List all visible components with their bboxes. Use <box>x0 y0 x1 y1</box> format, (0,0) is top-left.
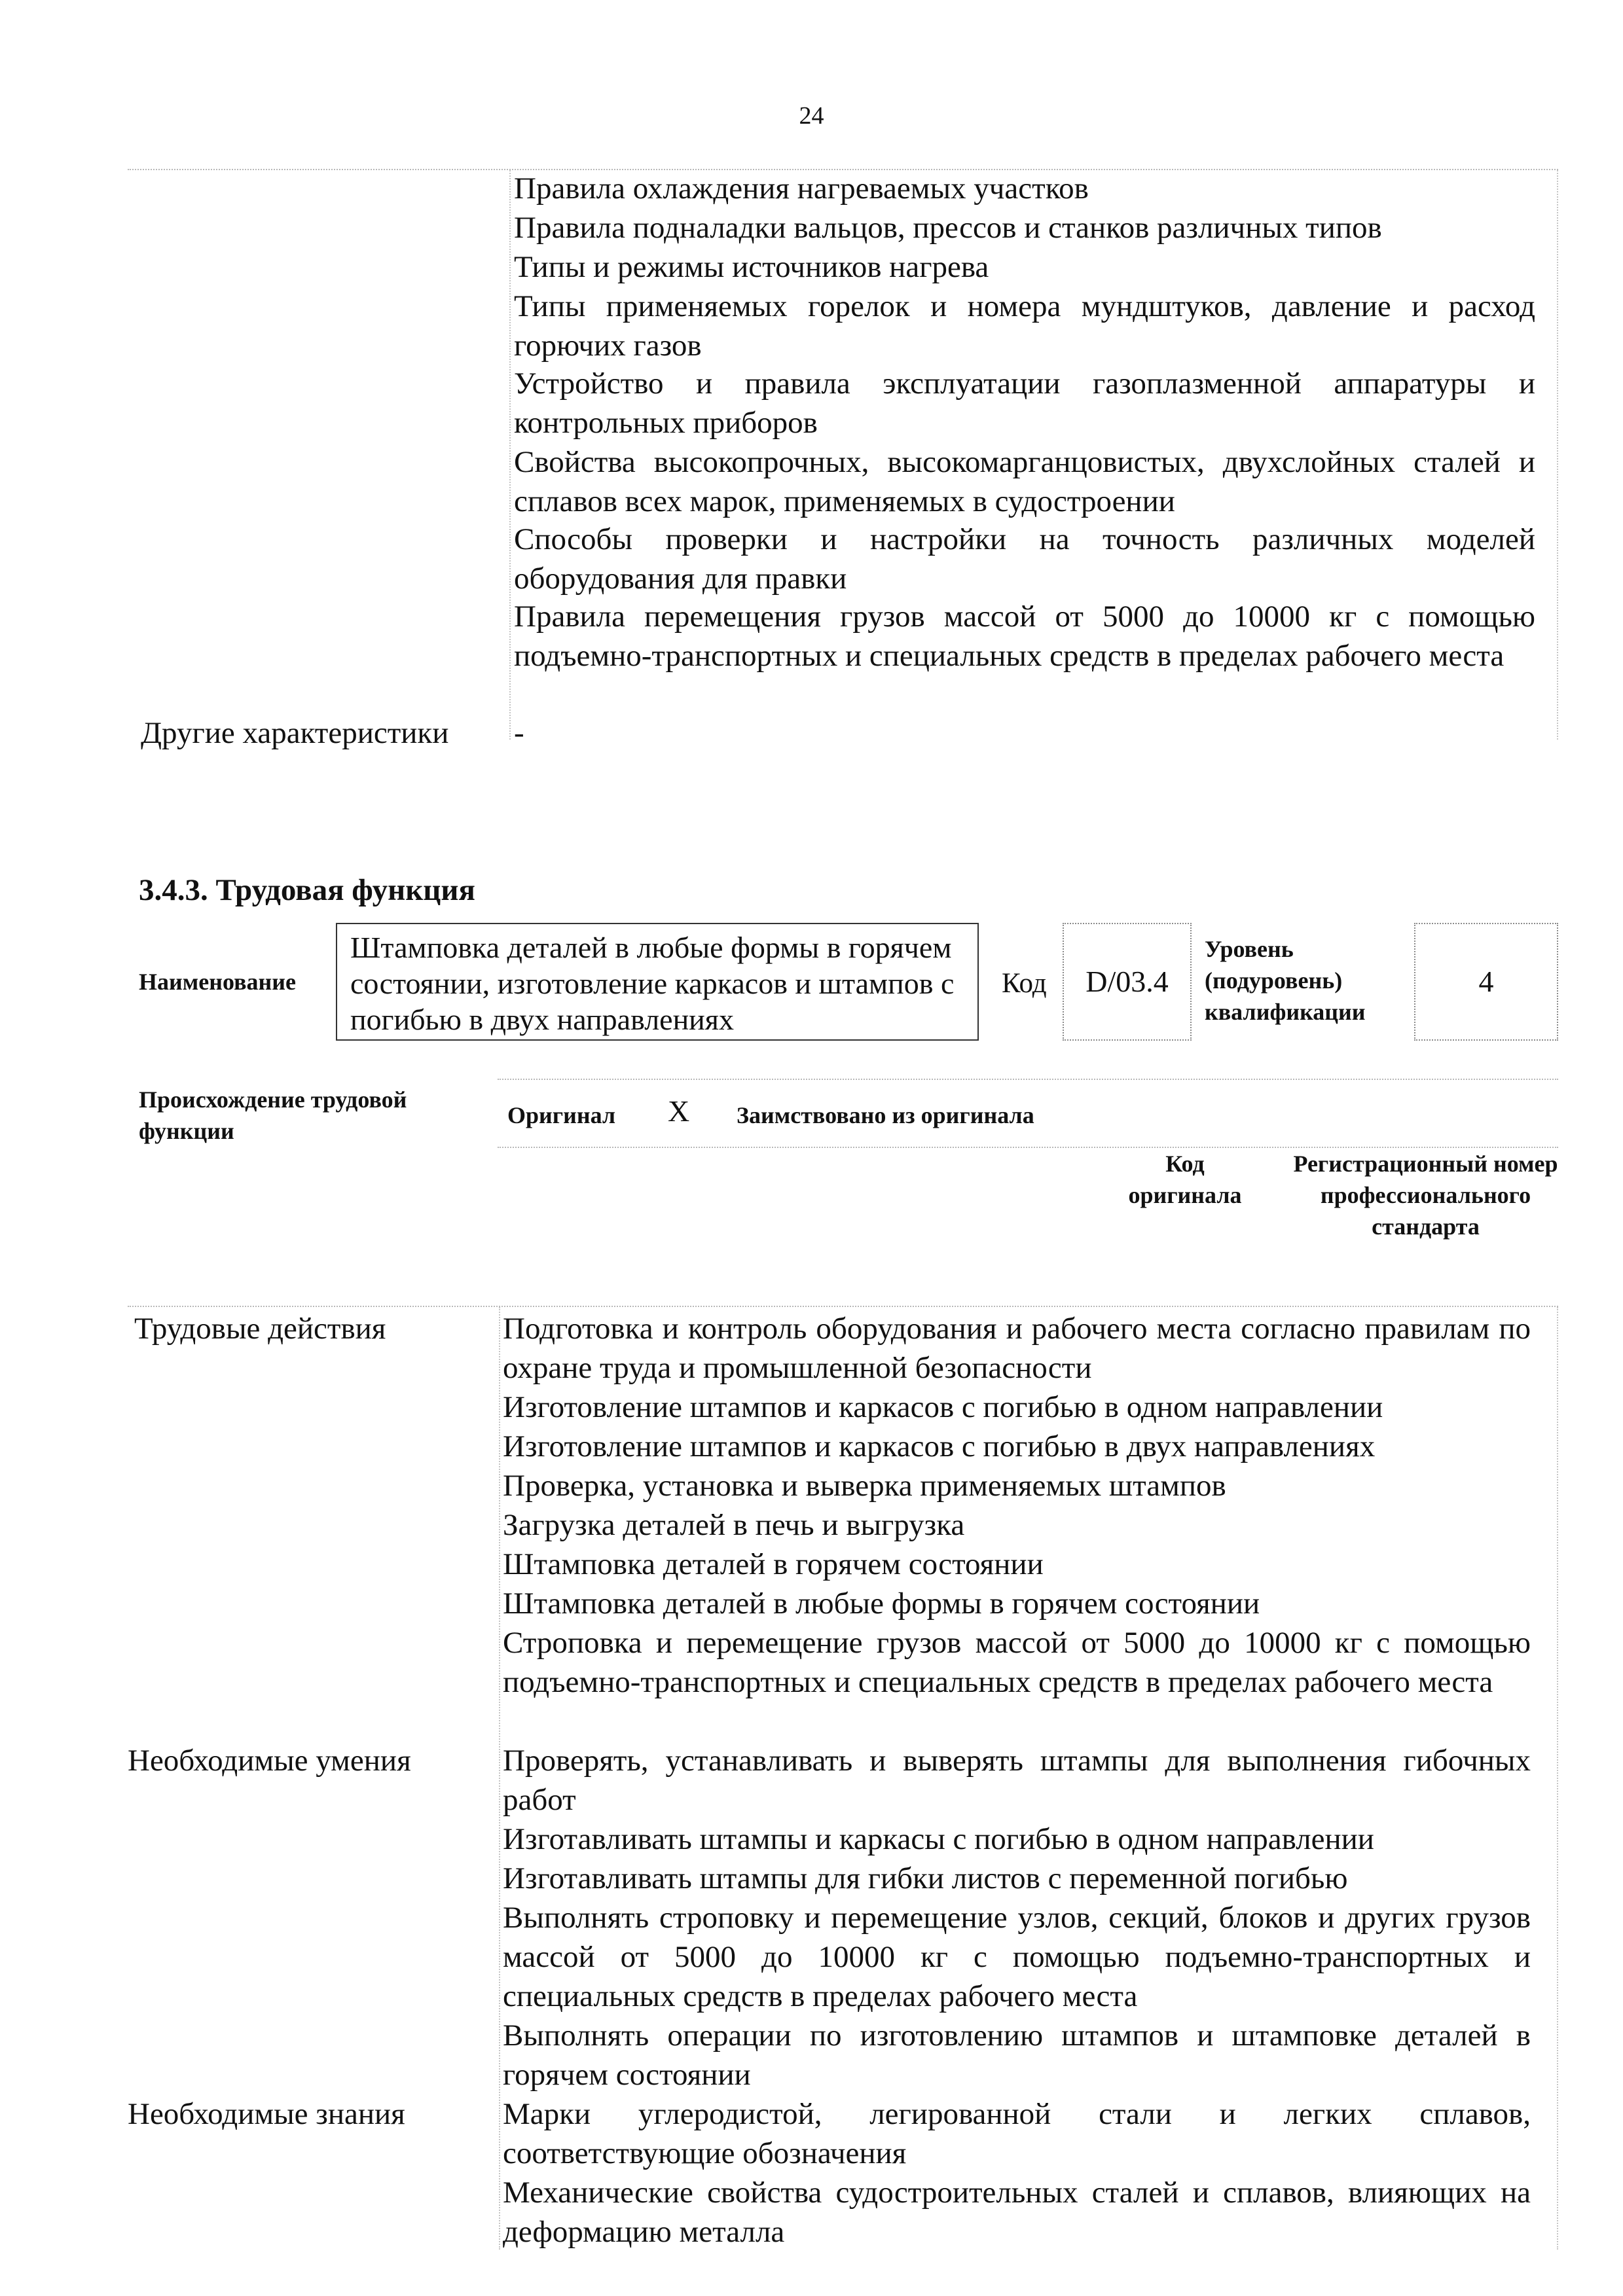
divider <box>128 1306 1558 1307</box>
list-item: Подготовка и контроль оборудования и рабочего места согласно правилам по охране труда и промышленной безопасности <box>503 1312 1531 1385</box>
list-item: Правила подналадки вальцов, прессов и станков различных типов <box>514 211 1382 245</box>
code-value: D/03.4 <box>1063 923 1192 1041</box>
divider <box>499 1307 500 2250</box>
list-item: Правила охлаждения нагреваемых участков <box>514 171 1089 206</box>
list-item: Выполнять операции по изготовлению штампов и штамповке деталей в горячем состоянии <box>503 2018 1531 2092</box>
code-original-label: Код оригинала <box>1128 1151 1242 1208</box>
list-item: Штамповка деталей в любые формы в горячем состоянии <box>503 1587 1260 1621</box>
list-item: Изготавливать штампы и каркасы с погибью в одном направлении <box>503 1822 1374 1856</box>
list-item: Способы проверки и настройки на точность различных моделей оборудования для правки <box>514 522 1535 596</box>
labor-actions-label: Трудовые действия <box>134 1312 386 1346</box>
level-label: Уровень (подуровень) квалификации <box>1205 936 1366 1025</box>
divider <box>498 1079 1558 1080</box>
divider <box>1557 170 1558 740</box>
list-item: Выполнять строповку и перемещение узлов, секций, блоков и других грузов массой от 5000 до 10000 кг с помощью подъемно-транспортных и специальных средств в пределах рабочего места <box>503 1901 1531 2013</box>
skills-label: Необходимые умения <box>128 1744 411 1778</box>
origin-borrowed: Заимствовано из оригинала <box>737 1102 1034 1128</box>
origin-original: Оригинал <box>507 1102 616 1128</box>
list-item: Проверка, установка и выверка применяемых штампов <box>503 1469 1226 1503</box>
code-label: Код <box>1002 968 1047 999</box>
list-item: Марки углеродистой, легированной стали и легких сплавов, соответствующие обозначения <box>503 2097 1531 2170</box>
name-value: Штамповка деталей в любые формы в горячем состоянии, изготовление каркасов и штампов с погибью в двух направлениях <box>350 931 955 1036</box>
other-characteristics-label: Другие характеристики <box>141 716 449 750</box>
section-title: 3.4.3. Трудовая функция <box>139 873 475 907</box>
list-item: Типы и режимы источников нагрева <box>514 250 989 284</box>
list-item: Изготавливать штампы для гибки листов с переменной погибью <box>503 1861 1348 1895</box>
other-characteristics-value: - <box>514 716 524 750</box>
list-item: Строповка и перемещение грузов массой от 5000 до 10000 кг с помощью подъемно-транспортных и специальных средств в пределах рабочего места <box>503 1626 1531 1699</box>
list-item: Изготовление штампов и каркасов с погибью в одном направлении <box>503 1390 1383 1424</box>
list-item: Механические свойства судостроительных сталей и сплавов, влияющих на деформацию металла <box>503 2176 1531 2249</box>
origin-mark: X <box>668 1094 690 1128</box>
divider <box>509 170 511 740</box>
name-label: Наименование <box>139 969 296 995</box>
origin-label: Происхождение трудовой функции <box>139 1086 407 1144</box>
page-number: 24 <box>799 102 824 130</box>
list-item: Штамповка деталей в горячем состоянии <box>503 1547 1044 1581</box>
list-item: Изготовление штампов и каркасов с погибью в двух направлениях <box>503 1429 1376 1463</box>
level-value: 4 <box>1414 923 1558 1041</box>
list-item: Свойства высокопрочных, высокомарганцовистых, двухслойных сталей и сплавов всех марок, применяемых в судостроении <box>514 445 1535 518</box>
list-item: Правила перемещения грузов массой от 5000 до 10000 кг с помощью подъемно-транспортных и специальных средств в пределах рабочего места <box>514 600 1535 673</box>
list-item: Устройство и правила эксплуатации газоплазменной аппаратуры и контрольных приборов <box>514 367 1535 440</box>
name-box <box>336 923 979 1041</box>
knowledge-label: Необходимые знания <box>128 2097 405 2131</box>
list-item: Типы применяемых горелок и номера мундштуков, давление и расход горючих газов <box>514 289 1535 363</box>
divider <box>1557 1307 1558 2250</box>
list-item: Проверять, устанавливать и выверять штампы для выполнения гибочных работ <box>503 1744 1531 1817</box>
reg-number-label: Регистрационный номер профессионального стандарта <box>1293 1151 1558 1240</box>
list-item: Загрузка деталей в печь и выгрузка <box>503 1508 965 1542</box>
